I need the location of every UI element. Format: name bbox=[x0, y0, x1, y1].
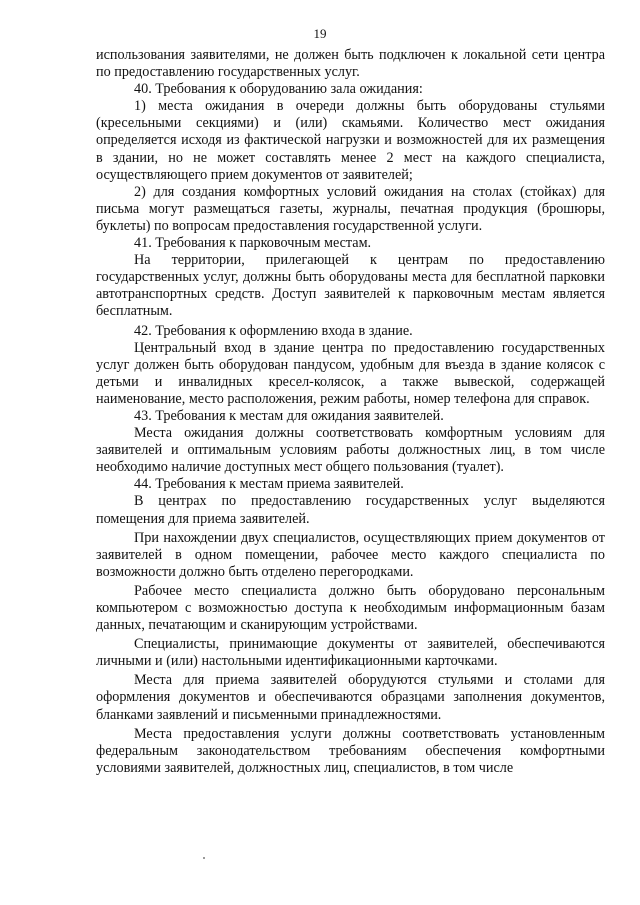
section-heading-42: 42. Требования к оформлению входа в здание. bbox=[134, 322, 413, 339]
paragraph-reception-furniture: Места для приема заявителей оборудуются стульями и столами для оформления документов и обеспечиваются образцами заполнения документов, бланками заявлений и письменными принадлежностями. bbox=[96, 672, 605, 723]
section-heading-44: 44. Требования к местам приема заявителей. bbox=[134, 476, 404, 493]
scan-speck bbox=[203, 857, 205, 859]
paragraph-continuation: использования заявителями, не должен быть подключен к локальной сети центра по предоставлению государственных услуг. bbox=[96, 47, 605, 81]
document-body bbox=[96, 47, 605, 777]
paragraph-service-places: Места предоставления услуги должны соответствовать установленным федеральным законодательством требованиям обеспечения комфортными условиями заявителей, должностных лиц, специалистов, в том числе bbox=[96, 725, 605, 776]
paragraph-entrance: Центральный вход в здание центра по предоставлению государственных услуг должен быть оборудован пандусом, удобным для въезда в здание колясок с детьми и инвалидных кресел-колясок, а также вывеской, содержащей наименование, место расположения, режим работы, номер телефона для справок. bbox=[96, 339, 605, 407]
paragraph-parking: На территории, прилегающей к центрам по предоставлению государственных услуг, должны быть оборудованы места для бесплатной парковки автотранспортных средств. Доступ заявителей к парковочным местам является бесплатным. bbox=[96, 252, 605, 320]
paragraph-partitions: При нахождении двух специалистов, осуществляющих прием документов от заявителей в одном помещении, рабочее место каждого специалиста по возможности должно быть отделено перегородками. bbox=[96, 529, 605, 580]
paragraph-waiting-places: Места ожидания должны соответствовать комфортным условиям для заявителей и оптимальным условиям работы должностных лиц, в том числе необходимо наличие доступных мест общего пользования (туалет). bbox=[96, 425, 605, 476]
section-heading-43: 43. Требования к местам для ожидания заявителей. bbox=[134, 407, 444, 424]
page-number: 19 bbox=[313, 26, 327, 41]
paragraph-workplace: Рабочее место специалиста должно быть оборудовано персональным компьютером с возможностью доступа к необходимым информационным базам данных, печатающим и сканирующим устройствами. bbox=[96, 582, 605, 634]
paragraph-reception-rooms: В центрах по предоставлению государственных услуг выделяются помещения для приема заявителей. bbox=[96, 493, 605, 527]
paragraph-item-2: 2) для создания комфортных условий ожидания на столах (стойках) для письма могут размещаться газеты, журналы, печатная продукция (брошюры, буклеты) по вопросам предоставления государственной услуги. bbox=[96, 183, 605, 234]
paragraph-id-cards: Специалисты, принимающие документы от заявителей, обеспечиваются личными и (или) настольными идентификационными карточками. bbox=[96, 636, 605, 670]
section-heading-41: 41. Требования к парковочным местам. bbox=[134, 235, 372, 252]
section-heading-40: 40. Требования к оборудованию зала ожидания: bbox=[134, 81, 423, 98]
paragraph-item-1: 1) места ожидания в очереди должны быть оборудованы стульями (кресельными секциями) и (или) скамьями. Количество мест ожидания определяется исходя из фактической нагрузки и возможностей для их размещения в здании, но не может составлять менее 2 мест на каждого специалиста, осуществляющего прием документов от заявителей; bbox=[96, 98, 605, 183]
